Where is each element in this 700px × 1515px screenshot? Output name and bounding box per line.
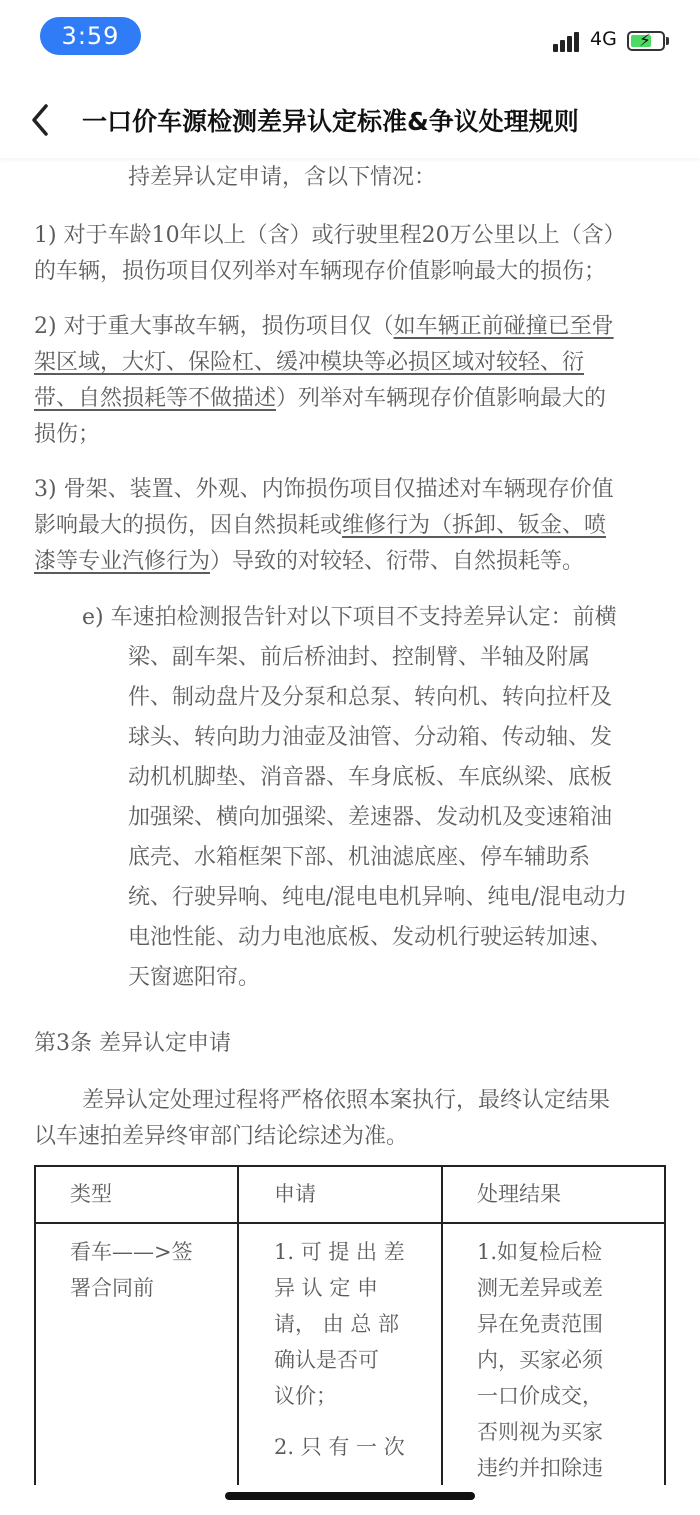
item3-line1: 3) 骨架、装置、外观、内饰损伤项目仅描述对车辆现存价值 (34, 477, 614, 502)
table-header-result: 处理结果 (477, 1182, 561, 1206)
table-header-apply: 申请 (274, 1182, 316, 1206)
table-border (441, 1165, 443, 1485)
table-cell-result: 违约并扣除违 (477, 1456, 603, 1480)
navigation-bar (0, 80, 700, 158)
article3-body-line1: 差异认定处理过程将严格依照本案执行，最终认定结果 (82, 1088, 611, 1113)
table-cell-apply: 1. 可 提 出 差 (274, 1240, 405, 1264)
chevron-left-icon (26, 100, 60, 140)
item3-text: ）导致的对较轻、衍带、自然损耗等。 (210, 549, 585, 574)
table-border (34, 1165, 36, 1485)
status-time: 3:59 (40, 17, 141, 55)
table-cell-apply: 请， 由 总 部 (274, 1312, 400, 1336)
table-cell-result: 测无差异或差 (477, 1276, 603, 1300)
back-button[interactable] (26, 100, 60, 140)
home-indicator[interactable] (225, 1492, 475, 1500)
item-e-line: 加强梁、横向加强梁、差速器、发动机及变速箱油 (128, 805, 613, 830)
item2-text: 2) 对于重大事故车辆，损伤项目仅（ (34, 314, 394, 339)
table-border (664, 1165, 666, 1485)
item3-underlined: 漆等专业汽修行为 (34, 549, 211, 574)
item-e-line: 球头、转向助力油壶及油管、分动箱、传动轴、发 (128, 725, 613, 750)
table-cell-apply: 异 认 定 申 (274, 1276, 379, 1300)
item-e-line: e) 车速拍检测报告针对以下项目不支持差异认定：前横 (82, 605, 617, 630)
item-e-line: 梁、副车架、前后桥油封、控制臂、半轴及附属 (128, 645, 591, 670)
network-type: 4G (590, 28, 617, 50)
cellular-signal-icon (553, 30, 581, 52)
item3-line2 (34, 508, 606, 544)
item2-underlined: 带、自然损耗等不做描述 (34, 386, 277, 411)
table-cell-result: 否则视为买家 (477, 1420, 603, 1444)
item2-line1 (34, 309, 614, 345)
item2-line2: 架区域，大灯、保险杠、缓冲模块等必损区域对较轻、衍 (34, 350, 585, 375)
item3-line3 (34, 544, 584, 580)
document-content[interactable] (0, 158, 700, 1480)
table-cell-result: 一口价成交， (477, 1384, 603, 1408)
table-cell-type: 署合同前 (70, 1276, 154, 1300)
item2-underlined: 如车辆正前碰撞已至骨 (393, 314, 614, 339)
item2-text: ）列举对车辆现存价值影响最大的 (276, 386, 607, 411)
table-cell-result: 1.如复检后检 (477, 1240, 603, 1264)
intro-line: 持差异认定申请，含以下情况： (128, 165, 437, 190)
article3-title: 第3条 差异认定申请 (34, 1031, 231, 1056)
item1-line2: 的车辆，损伤项目仅列举对车辆现存价值影响最大的损伤； (34, 259, 607, 284)
item-e-line: 底壳、水箱框架下部、机油滤底座、停车辅助系 (128, 845, 591, 870)
item-e-line: 件、制动盘片及分泵和总泵、转向机、转向拉杆及 (128, 685, 613, 710)
item-e-line: 电池性能、动力电池底板、发动机行驶运转加速、 (128, 925, 613, 950)
article3-body-line2: 以车速拍差异终审部门结论综述为准。 (34, 1124, 409, 1149)
table-cell-result: 内，买家必须 (477, 1348, 603, 1372)
item2-line4: 损伤； (34, 422, 101, 447)
table-cell-apply: 2. 只 有 一 次 (274, 1435, 405, 1459)
item2-line3 (34, 381, 606, 417)
item-e-line: 天窗遮阳帘。 (128, 965, 261, 990)
table-cell-apply: 确认是否可 (274, 1348, 379, 1372)
item-e-line: 动机机脚垫、消音器、车身底板、车底纵梁、底板 (128, 765, 613, 790)
item3-text: 影响最大的损伤，因自然损耗或 (34, 513, 343, 538)
table-cell-apply: 议价； (274, 1384, 337, 1408)
status-bar (0, 0, 700, 80)
item-e-line: 统、行驶异响、纯电/混电电机异响、纯电/混电动力 (128, 885, 627, 910)
item1-line1: 1) 对于车龄10年以上（含）或行驶里程20万公里以上（含） (34, 223, 626, 248)
table-border (34, 1165, 666, 1167)
table-cell-result: 异在免责范围 (477, 1312, 603, 1336)
table-border (34, 1222, 666, 1224)
table-header-type: 类型 (70, 1182, 112, 1206)
table-cell-type: 看车——>签 (70, 1240, 193, 1264)
rules-table (34, 1165, 666, 1485)
page-title: 一口价车源检测差异认定标准&争议处理规则 (82, 107, 579, 136)
table-border (237, 1165, 239, 1485)
item3-underlined: 维修行为（拆卸、钣金、喷 (342, 513, 607, 538)
battery-charging-icon: ⚡ (627, 31, 665, 51)
battery-tip (666, 37, 669, 45)
